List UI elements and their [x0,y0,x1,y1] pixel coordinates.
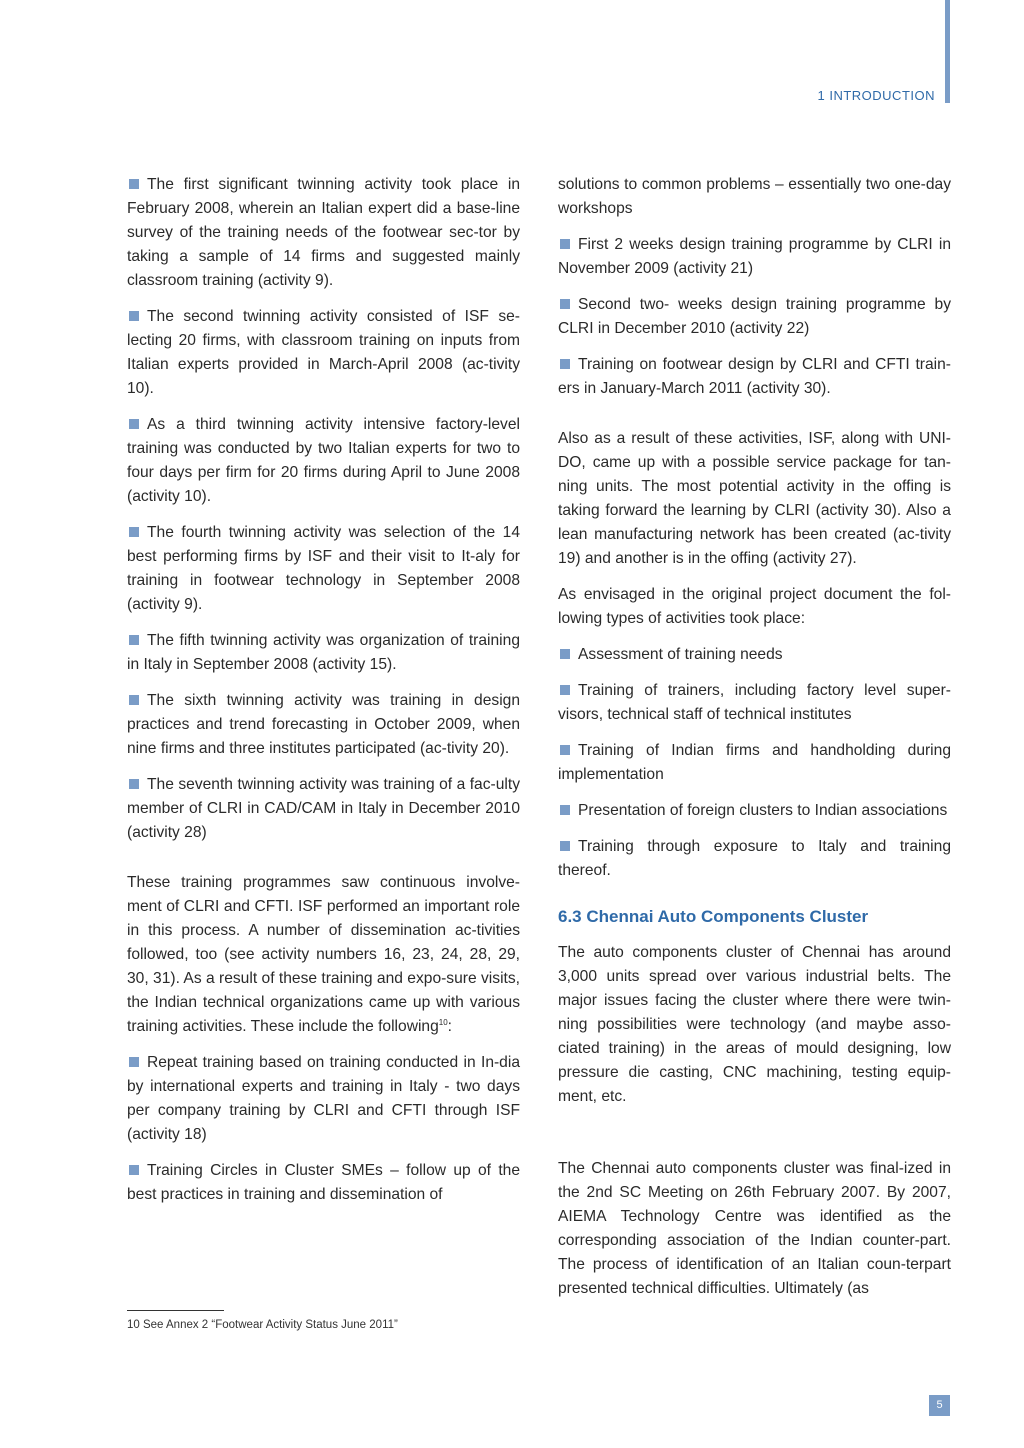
body-paragraph: These training programmes saw continuous involve-ment of CLRI and CFTI. ISF performed an important role in this process. A number of dissemination ac-tivities followed, too (see activity numbers 16, 23, 24, 28, 29, 30, 31). As a result of these training and expo-sure visits, the Indian technical organizations came up with various training activities. These include the following$^{10}$: [127,874,520,1035]
square-bullet-icon [129,695,139,705]
square-bullet-icon [129,1165,139,1175]
square-bullet-icon [129,1057,139,1067]
body-paragraph: The auto components cluster of Chennai has around 3,000 units spread over various industrial belts. The major issues facing the cluster where there were twin-ning possibilities were technology (and maybe asso-ciated training) in the areas of mould designing, low pressure die casting, CNC machining, testing equip-ment, etc. [558,944,951,1105]
footnote-rule [127,1310,224,1311]
body-paragraph: solutions to common problems – essentially two one-day workshops [558,176,951,217]
list-item: Training of trainers, including factory level super-visors, technical staff of technical institutes [558,682,951,723]
list-item: The first significant twinning activity took place in February 2008, wherein an Italian expert did a base-line survey of the training needs of the footwear sec-tor by taking a sample of 14 firms and suggested mainly classroom training (activity 9). [127,176,520,289]
list-item: Training Circles in Cluster SMEs – follow up of the best practices in training and dissemination of [127,1162,520,1203]
list-item: Training on footwear design by CLRI and CFTI train-ers in January-March 2011 (activity 30). [558,356,951,397]
square-bullet-icon [129,419,139,429]
list-item: As a third twinning activity intensive factory-level training was conducted by two Italian experts for two to four days per firm for 20 firms during April to June 2008 (activity 10). [127,416,520,505]
square-bullet-icon [560,239,570,249]
list-item: The fourth twinning activity was selection of the 14 best performing firms by ISF and their visit to It-aly for training in footwear technology in September 2008 (activity 9). [127,524,520,613]
square-bullet-icon [560,841,570,851]
page-edge-bar [945,0,950,103]
section-heading: 6.3 Chennai Auto Components Cluster [558,907,869,926]
list-item: The seventh twinning activity was training of a fac-ulty member of CLRI in CAD/CAM in Italy in December 2010 (activity 28) [127,776,520,841]
footnote: 10 See Annex 2 “Footwear Activity Status June 2011” [127,1319,398,1331]
body-paragraph: As envisaged in the original project document the fol-lowing types of activities took place: [558,586,951,627]
square-bullet-icon [129,635,139,645]
list-item: Assessment of training needs [558,643,951,667]
square-bullet-icon [560,649,570,659]
list-item: Training of Indian firms and handholding during implementation [558,742,951,783]
list-item: Repeat training based on training conducted in In-dia by international experts and training in Italy - two days per company training by CLRI and CFTI through ISF (activity 18) [127,1054,520,1143]
list-item: Second two- weeks design training programme by CLRI in December 2010 (activity 22) [558,296,951,337]
list-item: The second twinning activity consisted of ISF se-lecting 20 firms, with classroom training on inputs from Italian experts provided in March-April 2008 (ac-tivity 10). [127,308,520,397]
body-paragraph: Also as a result of these activities, ISF, along with UNI-DO, came up with a possible service package for tan-ning units. The most potential activity in the offing is taking forward the learning by CLRI (activity 30). Also a lean manufacturing network has been created (ac-tivity 19) and another is in the offing (activity 27). [558,430,951,567]
page-number: 5 [929,1395,950,1416]
running-head: 1 INTRODUCTION [817,88,935,103]
list-item: Presentation of foreign clusters to Indian associations [558,799,951,823]
square-bullet-icon [560,805,570,815]
list-item: The fifth twinning activity was organization of training in Italy in September 2008 (activity 15). [127,632,520,673]
square-bullet-icon [560,745,570,755]
right-column [558,173,951,1313]
body-paragraph: The Chennai auto components cluster was final-ized in the 2nd SC Meeting on 26th February 2007. By 2007, AIEMA Technology Centre was identified as the corresponding association of the Indian counter-part. The process of identification of an Italian coun-terpart presented technical difficulties. Ultimately (as [558,1160,951,1297]
list-item: Training through exposure to Italy and training thereof. [558,838,951,879]
square-bullet-icon [129,779,139,789]
list-item: First 2 weeks design training programme by CLRI in November 2009 (activity 21) [558,236,951,277]
square-bullet-icon [560,359,570,369]
footnote-ref: 10 [438,1017,448,1027]
left-column [127,173,520,1219]
square-bullet-icon [129,179,139,189]
list-item: The sixth twinning activity was training in design practices and trend forecasting in October 2009, when nine firms and three institutes participated (ac-tivity 20). [127,692,520,757]
square-bullet-icon [560,299,570,309]
square-bullet-icon [129,311,139,321]
square-bullet-icon [129,527,139,537]
square-bullet-icon [560,685,570,695]
